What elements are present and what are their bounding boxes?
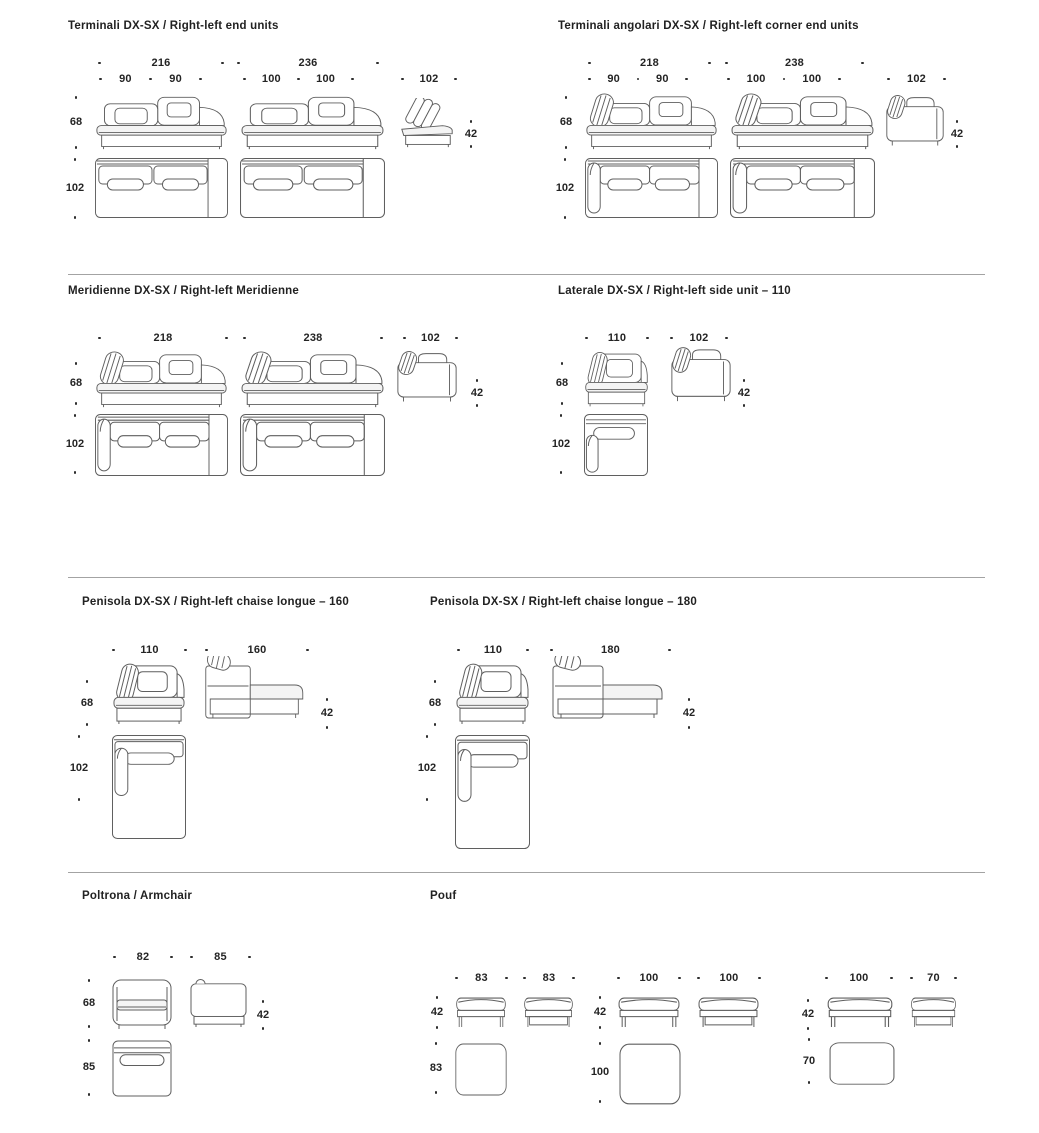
dim-back-height: 68 bbox=[64, 362, 88, 405]
dim-side-depth: 100 bbox=[697, 972, 761, 984]
section-title-terminali-angolari: Terminali angolari DX-SX / Right-left corner end units bbox=[558, 20, 859, 32]
dim-tick-dot bbox=[86, 723, 89, 726]
pouf-front-view-drawing bbox=[826, 996, 894, 1029]
dim-seat-height: 42 bbox=[676, 698, 702, 729]
dim-tick-dot bbox=[565, 96, 568, 99]
dim-tick-dot bbox=[708, 62, 711, 65]
dim-tick-dot bbox=[426, 798, 429, 801]
dim-tick-dot bbox=[380, 337, 383, 340]
dim-tick-dot bbox=[199, 78, 202, 81]
dim-plan-depth: 102 bbox=[60, 158, 90, 219]
dim-seat-height: 42 bbox=[314, 698, 340, 729]
dim-tick-dot bbox=[86, 680, 89, 683]
dim-tick-dot bbox=[221, 62, 224, 65]
dim-tick-dot bbox=[78, 798, 81, 801]
dim-plan-depth: 70 bbox=[796, 1038, 822, 1084]
dim-tick-dot bbox=[505, 977, 508, 980]
meridienne-front-view-drawing bbox=[95, 350, 228, 408]
dim-total-width: 238 bbox=[243, 332, 383, 344]
dim-tick-dot bbox=[436, 996, 439, 999]
section-divider bbox=[68, 872, 985, 873]
dim-tick-dot bbox=[351, 78, 354, 81]
dim-tick-dot bbox=[838, 78, 841, 81]
dim-tick-dot bbox=[436, 1026, 439, 1029]
dim-module-widths: 100 100 bbox=[243, 73, 354, 85]
dim-side-depth: 102 bbox=[887, 73, 946, 85]
dim-plan-depth: 102 bbox=[550, 158, 580, 219]
dim-tick-dot bbox=[435, 1042, 438, 1045]
dim-length: 160 bbox=[205, 644, 309, 656]
sofa-plan-view-drawing bbox=[95, 158, 228, 218]
dim-tick-dot bbox=[685, 78, 688, 81]
dim-tick-dot bbox=[88, 1093, 91, 1096]
dim-tick-dot bbox=[435, 1091, 438, 1094]
dim-tick-dot bbox=[668, 649, 671, 652]
dim-tick-dot bbox=[225, 337, 228, 340]
sofa-plan-view-drawing bbox=[240, 158, 385, 218]
dim-width: 82 bbox=[113, 951, 173, 963]
dim-back-height: 68 bbox=[74, 680, 100, 726]
pouf-side-view-drawing bbox=[697, 996, 760, 1029]
dim-seat-height: 42 bbox=[587, 996, 613, 1029]
dim-tick-dot bbox=[262, 1027, 265, 1030]
section-divider bbox=[68, 274, 985, 275]
dim-tick-dot bbox=[74, 216, 77, 219]
dim-tick-dot bbox=[954, 977, 957, 980]
dim-back-height: 68 bbox=[550, 362, 574, 405]
dim-side-depth: 83 bbox=[523, 972, 575, 984]
dim-tick-dot bbox=[526, 649, 529, 652]
dim-tick-dot bbox=[262, 1000, 265, 1003]
dim-tick-dot bbox=[426, 735, 429, 738]
dim-back-height: 68 bbox=[554, 96, 578, 149]
dim-tick-dot bbox=[454, 78, 457, 81]
dim-tick-dot bbox=[470, 120, 473, 123]
dim-plan-depth: 83 bbox=[423, 1042, 449, 1094]
section-title-terminali: Terminali DX-SX / Right-left end units bbox=[68, 20, 279, 32]
dim-tick-dot bbox=[564, 216, 567, 219]
sofa-side-view-with-arm-drawing bbox=[885, 94, 945, 150]
dim-tick-dot bbox=[561, 362, 564, 365]
dim-width: 100 bbox=[825, 972, 893, 984]
dim-tick-dot bbox=[306, 649, 309, 652]
dim-tick-dot bbox=[326, 698, 329, 701]
dim-width: 110 bbox=[457, 644, 529, 656]
dim-plan-depth: 102 bbox=[546, 414, 576, 474]
corner-sofa-plan-view-drawing bbox=[730, 158, 875, 218]
dim-total-width: 238 bbox=[725, 57, 864, 69]
dim-tick-dot bbox=[75, 96, 78, 99]
corner-sofa-plan-view-drawing bbox=[585, 158, 718, 218]
section-title-penisola-160: Penisola DX-SX / Right-left chaise longue – 160 bbox=[82, 596, 349, 608]
dim-seat-height: 42 bbox=[424, 996, 450, 1029]
dim-tick-dot bbox=[807, 999, 810, 1002]
dim-tick-dot bbox=[78, 735, 81, 738]
dim-tick-dot bbox=[758, 977, 761, 980]
dim-side-depth: 102 bbox=[670, 332, 728, 344]
dim-side-depth: 102 bbox=[403, 332, 458, 344]
pouf-side-view-drawing bbox=[910, 996, 957, 1029]
dim-tick-dot bbox=[248, 956, 251, 959]
sofa-front-view-drawing bbox=[240, 96, 385, 150]
dim-width: 83 bbox=[455, 972, 508, 984]
dim-tick-dot bbox=[470, 145, 473, 148]
dim-side-depth: 102 bbox=[401, 73, 457, 85]
dim-width: 110 bbox=[112, 644, 187, 656]
dim-seat-height: 42 bbox=[795, 999, 821, 1030]
dim-tick-dot bbox=[434, 723, 437, 726]
dim-tick-dot bbox=[565, 146, 568, 149]
dim-tick-dot bbox=[678, 977, 681, 980]
dim-tick-dot bbox=[599, 1026, 602, 1029]
section-title-meridienne: Meridienne DX-SX / Right-left Meridienne bbox=[68, 285, 299, 297]
dim-tick-dot bbox=[688, 698, 691, 701]
chaise-plan-view-drawing bbox=[112, 735, 186, 839]
dim-tick-dot bbox=[943, 78, 946, 81]
section-title-pouf: Pouf bbox=[430, 890, 457, 902]
dim-tick-dot bbox=[599, 1100, 602, 1103]
dim-tick-dot bbox=[170, 956, 173, 959]
dim-total-width: 236 bbox=[237, 57, 379, 69]
pouf-plan-view-drawing bbox=[455, 1043, 507, 1096]
section-title-laterale: Laterale DX-SX / Right-left side unit – 110 bbox=[558, 285, 791, 297]
dim-total-width: 218 bbox=[98, 332, 228, 344]
dim-tick-dot bbox=[599, 996, 602, 999]
side-unit-plan-view-drawing bbox=[584, 414, 648, 476]
dim-tick-dot bbox=[646, 337, 649, 340]
dim-tick-dot bbox=[476, 379, 479, 382]
dim-plan-depth: 102 bbox=[64, 735, 94, 801]
dim-back-height: 68 bbox=[76, 979, 102, 1028]
dim-tick-dot bbox=[74, 471, 77, 474]
dim-tick-dot bbox=[808, 1038, 811, 1041]
dim-tick-dot bbox=[476, 404, 479, 407]
dim-module-widths: 100 100 bbox=[727, 73, 841, 85]
chaise-side-view-drawing bbox=[551, 656, 669, 724]
dim-tick-dot bbox=[75, 146, 78, 149]
chaise-plan-view-drawing bbox=[455, 735, 530, 849]
meridienne-plan-view-drawing bbox=[240, 414, 385, 476]
dim-total-width: 218 bbox=[588, 57, 711, 69]
dim-module-widths: 90 90 bbox=[99, 73, 202, 85]
dim-tick-dot bbox=[434, 680, 437, 683]
sofa-side-view-with-arm-drawing bbox=[396, 350, 458, 406]
dim-plan-depth: 85 bbox=[76, 1039, 102, 1096]
corner-sofa-front-view-drawing bbox=[730, 92, 875, 150]
dim-tick-dot bbox=[861, 62, 864, 65]
dim-seat-height: 42 bbox=[458, 120, 484, 148]
dim-tick-dot bbox=[560, 471, 563, 474]
dim-tick-dot bbox=[725, 337, 728, 340]
dim-tick-dot bbox=[560, 414, 563, 417]
dim-tick-dot bbox=[561, 402, 564, 405]
dim-seat-height: 42 bbox=[464, 379, 490, 407]
dim-tick-dot bbox=[74, 414, 77, 417]
dim-total-width: 216 bbox=[98, 57, 224, 69]
section-divider bbox=[68, 577, 985, 578]
dim-module-widths: 90 90 bbox=[588, 73, 688, 85]
corner-sofa-front-view-drawing bbox=[585, 92, 718, 150]
sofa-side-view-drawing bbox=[396, 98, 458, 148]
meridienne-front-view-drawing bbox=[240, 350, 385, 408]
dim-seat-height: 42 bbox=[944, 120, 970, 148]
dim-tick-dot bbox=[688, 726, 691, 729]
dim-tick-dot bbox=[88, 1025, 91, 1028]
pouf-front-view-drawing bbox=[455, 996, 507, 1029]
dim-tick-dot bbox=[88, 1039, 91, 1042]
chaise-front-view-drawing bbox=[455, 658, 530, 727]
dim-tick-dot bbox=[75, 402, 78, 405]
dim-plan-depth: 102 bbox=[412, 735, 442, 801]
dim-tick-dot bbox=[564, 158, 567, 161]
pouf-front-view-drawing bbox=[617, 996, 681, 1029]
armchair-front-view-drawing bbox=[112, 979, 172, 1031]
dim-width: 100 bbox=[617, 972, 681, 984]
dim-side-depth: 85 bbox=[190, 951, 251, 963]
sofa-side-view-with-arm-drawing bbox=[670, 346, 732, 406]
pouf-plan-view-drawing bbox=[619, 1043, 681, 1105]
dim-tick-dot bbox=[572, 977, 575, 980]
dim-length: 180 bbox=[550, 644, 671, 656]
armchair-side-view-drawing bbox=[190, 979, 248, 1028]
dim-tick-dot bbox=[807, 1027, 810, 1030]
pouf-plan-view-drawing bbox=[829, 1042, 895, 1085]
sofa-front-view-drawing bbox=[95, 96, 228, 150]
dim-plan-depth: 102 bbox=[60, 414, 90, 474]
armchair-plan-view-drawing bbox=[112, 1040, 172, 1097]
side-unit-front-view-drawing bbox=[584, 347, 649, 409]
dim-tick-dot bbox=[184, 649, 187, 652]
dim-tick-dot bbox=[808, 1081, 811, 1084]
dim-tick-dot bbox=[376, 62, 379, 65]
dim-seat-height: 42 bbox=[731, 379, 757, 407]
dim-tick-dot bbox=[75, 362, 78, 365]
dim-tick-dot bbox=[599, 1042, 602, 1045]
dim-tick-dot bbox=[956, 145, 959, 148]
section-title-penisola-180: Penisola DX-SX / Right-left chaise longue – 180 bbox=[430, 596, 697, 608]
dim-seat-height: 42 bbox=[250, 1000, 276, 1030]
dim-tick-dot bbox=[743, 379, 746, 382]
dim-side-depth: 70 bbox=[910, 972, 957, 984]
dim-plan-depth: 100 bbox=[586, 1042, 614, 1103]
dim-tick-dot bbox=[890, 977, 893, 980]
dim-tick-dot bbox=[743, 404, 746, 407]
dim-tick-dot bbox=[74, 158, 77, 161]
dim-tick-dot bbox=[88, 979, 91, 982]
pouf-side-view-drawing bbox=[523, 996, 574, 1029]
dim-tick-dot bbox=[956, 120, 959, 123]
dim-tick-dot bbox=[326, 726, 329, 729]
dim-back-height: 68 bbox=[422, 680, 448, 726]
dim-back-height: 68 bbox=[64, 96, 88, 149]
dim-tick-dot bbox=[455, 337, 458, 340]
chaise-side-view-drawing bbox=[204, 656, 309, 724]
chaise-front-view-drawing bbox=[112, 658, 186, 727]
meridienne-plan-view-drawing bbox=[95, 414, 228, 476]
section-title-poltrona: Poltrona / Armchair bbox=[82, 890, 193, 902]
dim-width: 110 bbox=[585, 332, 649, 344]
